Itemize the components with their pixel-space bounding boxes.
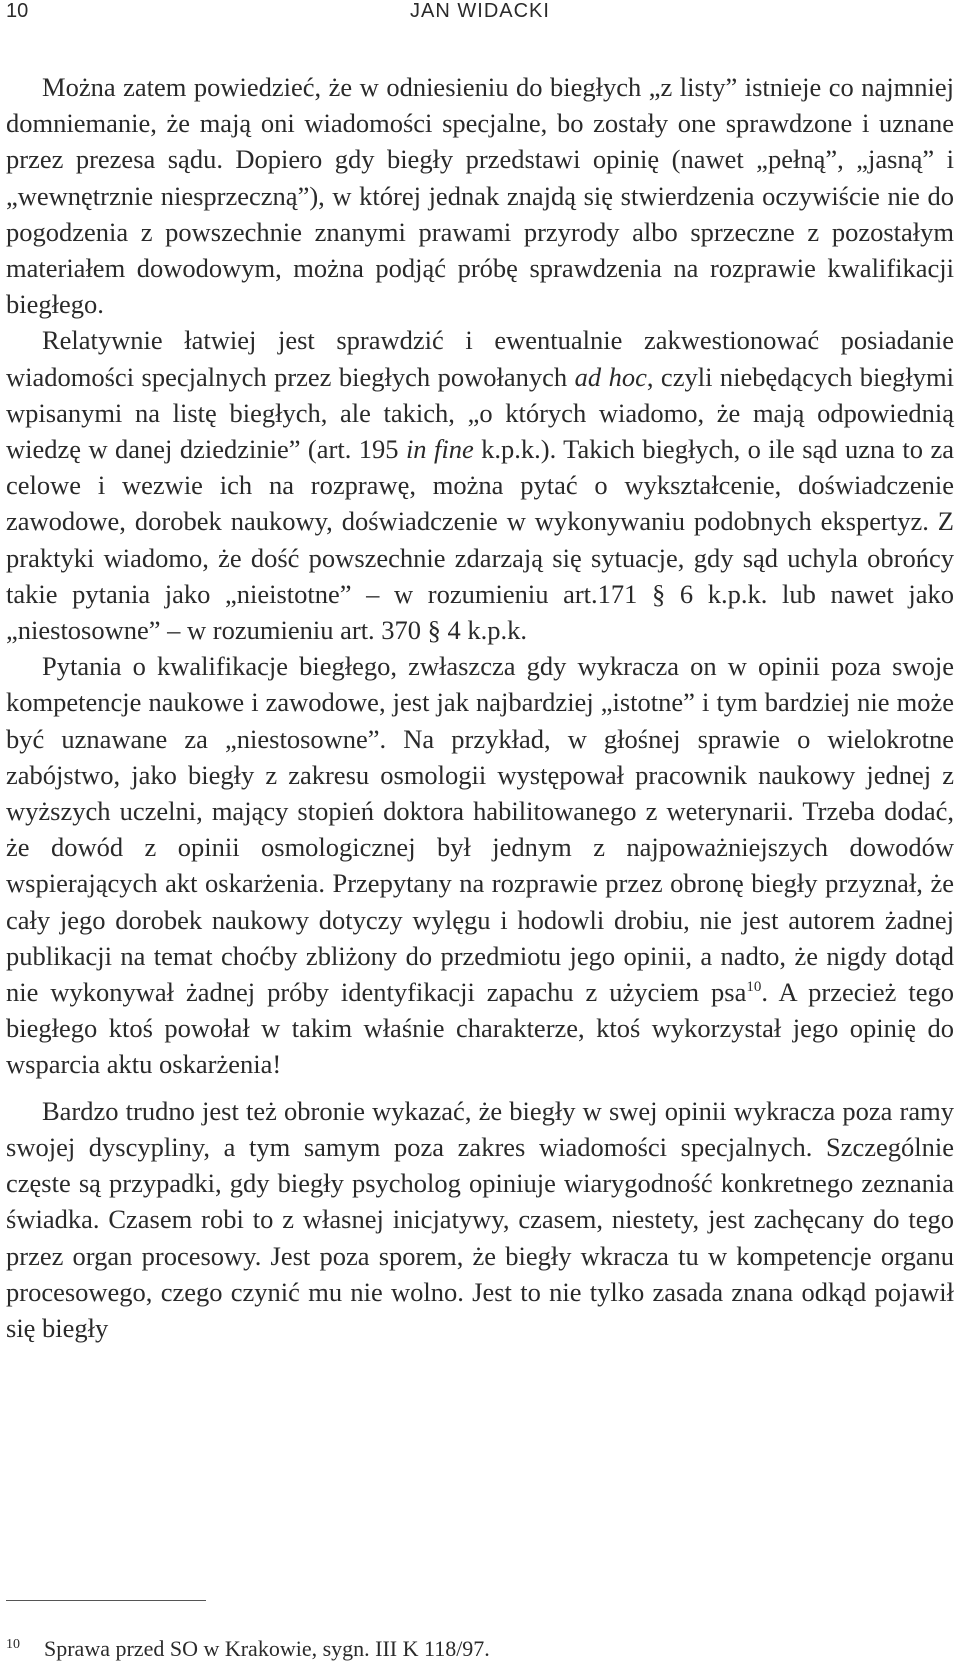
paragraph-2-part-c: k.p.k.). Takich biegłych, o ile sąd uzna to za celowe i wezwie ich na rozprawę, można pytać o wykształcenie, doświadczenie zawodowe, dorobek naukowy, doświadczenie w wykonywaniu podobnych ekspertyz. Z praktyki wiadomo, że dość powszechnie zdarzają się sytuacje, gdy sąd uchyla obrońcy takie pytania jako „nieistotne” – w rozumieniu art.171 § 6 k.p.k. lub nawet jako „niestosowne” – w rozumieniu art. 370 § 4 k.p.k. bbox=[6, 434, 954, 646]
footnote-text: Sprawa przed SO w Krakowie, sygn. III K 118/97. bbox=[44, 1636, 490, 1661]
paragraph-3 bbox=[6, 648, 954, 1082]
italic-in-fine: in fine bbox=[405, 434, 474, 465]
running-head bbox=[0, 0, 960, 26]
body-text bbox=[6, 69, 954, 1346]
paragraph-4: Bardzo trudno jest też obronie wykazać, że biegły w swej opinii wykracza poza ramy swojej dyscypliny, a tym samym poza zakres wiadomości specjalnych. Szczególnie częste są przypadki, gdy biegły psycholog opiniuje wiarygodność konkretnego zeznania świadka. Czasem robi to z własnej inicjatywy, czasem, niestety, jest zachęcany do tego przez organ procesowy. Jest poza sporem, że biegły wkracza tu w kompetencje organu procesowego, czego czynić mu nie wolno. Jest to nie tylko zasada znana odkąd pojawił się biegły bbox=[6, 1095, 954, 1343]
footnote-number: 10 bbox=[6, 1637, 20, 1652]
footnote bbox=[6, 1630, 954, 1664]
paragraph-2 bbox=[6, 322, 954, 648]
paragraph-2-part-b: , czyli niebędących biegłymi wpisanymi na listę biegłych, ale takich, „o których wiadomo, że mają odpowiednią wiedzę w danej dziedzinie” (art. 195 bbox=[6, 361, 954, 465]
paragraph-3-part-b: . A przecież tego biegłego ktoś powołał w takim właśnie charakterze, ktoś wykorzystał jego opinię do wsparcia aktu oskarżenia! bbox=[6, 977, 954, 1080]
paragraph-1: Można zatem powiedzieć, że w odniesieniu do biegłych „z listy” istnieje co najmniej domniemanie, że mają oni wiadomości specjalne, bo zostały one sprawdzone i uznane przez prezesa sądu. Dopiero gdy biegły przedstawi opinię (nawet „pełną”, „jasną” i „wewnętrznie niesprzeczną”), w której jednak znajdą się stwierdzenia oczywiście nie do pogodzenia z powszechnie znanymi prawami przyrody albo sprzeczne z pozostałym materiałem dowodowym, można podjąć próbę sprawdzenia na rozprawie kwalifikacji biegłego. bbox=[6, 72, 954, 320]
footnote-reference[interactable]: 10 bbox=[746, 979, 762, 996]
footnote-divider bbox=[6, 1600, 206, 1601]
paragraph-3-part-a: Pytania o kwalifikacje biegłego, zwłaszcza gdy wykracza on w opinii poza swoje kompetencje naukowe i zawodowe, jest jak najbardziej „istotne” i tym bardziej nie może być uznawane za „niestosowne”. Na przykład, w głośnej sprawie o wielokrotne zabójstwo, jako biegły z zakresu osmologii występował pracownik naukowy jednej z wyższych uczelni, mający stopień doktora habilitowanego z weterynarii. Trzeba dodać, że dowód z opinii osmologicznej był jednym z najpoważniejszych dowodów wspierających akt oskarżenia. Przepytany na rozprawie przez obronę biegły przyznał, że cały jego dorobek naukowy dotyczy wylęgu i hodowli drobiu, nie jest autorem żadnej publikacji na temat choćby zbliżony do przedmiotu jego opinii, a nadto, że nigdy dotąd nie wykonywał żadnej próby identyfikacji zapachu z użyciem psa bbox=[6, 651, 954, 1008]
running-title-author: JAN WIDACKI bbox=[410, 0, 550, 22]
italic-ad-hoc: ad hoc bbox=[574, 361, 647, 392]
paragraph-2-part-a: Relatywnie łatwiej jest sprawdzić i ewentualnie zakwestionować posiadanie wiadomości specjalnych przez biegłych powołanych bbox=[6, 325, 954, 392]
page-number: 10 bbox=[6, 0, 29, 22]
